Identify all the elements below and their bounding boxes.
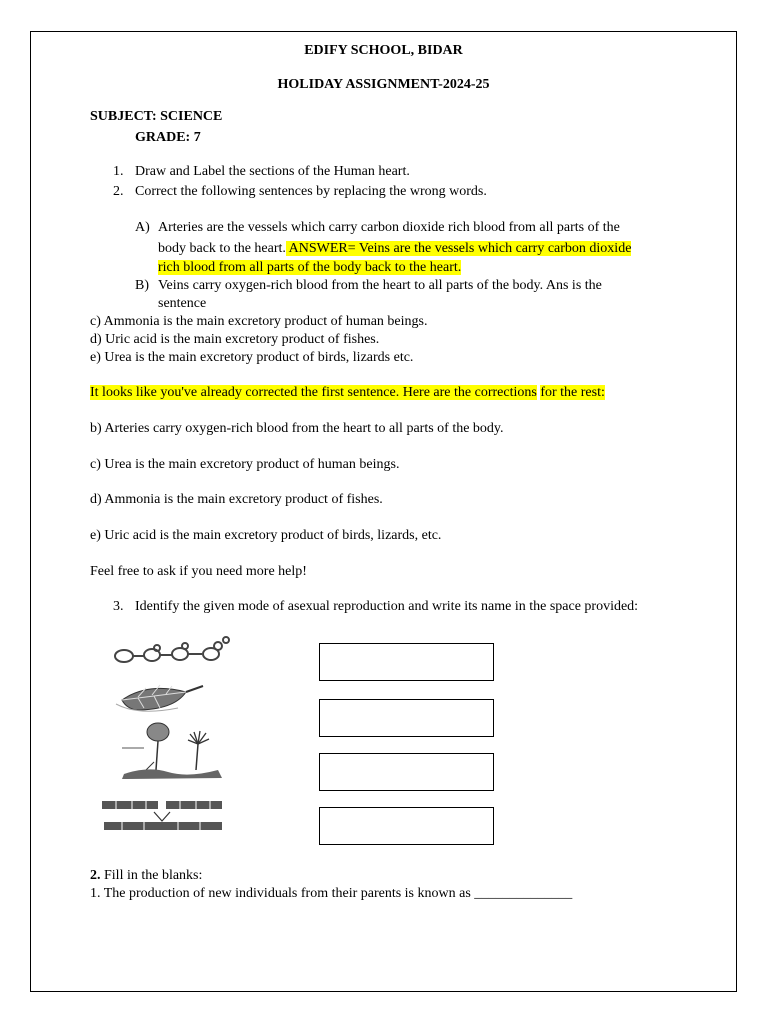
sub-b-line2: sentence [158,296,207,311]
fragmentation-image [100,798,224,834]
q2-text: Correct the following sentences by replacing the wrong words. [135,184,487,199]
section2-number: 2. [90,868,101,883]
answer-box-3[interactable] [319,753,494,791]
section2-heading [90,867,202,884]
sub-a-label: A) [135,220,150,235]
corrections-intro-b: for the rest: [540,385,605,400]
correction-d: d) Ammonia is the main excretory product of fishes. [90,492,383,507]
sub-a-line2 [158,240,631,257]
assignment-title: HOLIDAY ASSIGNMENT-2024-25 [277,77,490,92]
sub-a-line3 [158,259,461,276]
answer-box-4[interactable] [319,807,494,845]
correction-b: b) Arteries carry oxygen-rich blood from the heart to all parts of the body. [90,421,504,436]
correction-e: e) Uric acid is the main excretory product of birds, lizards, etc. [90,528,442,543]
sub-a-line1: Arteries are the vessels which carry carbon dioxide rich blood from all parts of the [158,220,620,235]
answer-box-1[interactable] [319,643,494,681]
sub-b-line1: Veins carry oxygen-rich blood from the heart to all parts of the body. Ans is the [158,278,602,293]
q3-text: Identify the given mode of asexual reproduction and write its name in the space provided: [135,599,639,614]
closing-line: Feel free to ask if you need more help! [90,564,307,579]
corrections-intro-a: It looks like you've already corrected the first sentence. Here are the corrections [90,385,537,400]
line-e: e) Urea is the main excretory product of birds, lizards etc. [90,350,414,365]
fill-blank-item-1: 1. The production of new individuals from their parents is known as ______________ [90,886,573,901]
sub-a-line2-plain: body back to the heart. [158,241,286,256]
answer-box-2[interactable] [319,699,494,737]
grade-label: GRADE: 7 [135,130,201,145]
line-d: d) Uric acid is the main excretory product of fishes. [90,332,380,347]
q2-number: 2. [113,184,124,199]
subject-label: SUBJECT: SCIENCE [90,109,223,124]
section2-title: Fill in the blanks: [100,868,203,883]
sub-a-answer-highlight: ANSWER= Veins are the vessels which carry carbon dioxide [285,241,632,256]
q1-text: Draw and Label the sections of the Human heart. [135,164,410,179]
spore-formation-image [118,722,228,780]
leaf-propagation-image [108,680,208,716]
correction-c: c) Urea is the main excretory product of human beings. [90,457,400,472]
yeast-budding-image [108,634,243,670]
school-name: EDIFY SCHOOL, BIDAR [304,43,463,58]
q1-number: 1. [113,164,124,179]
line-c: c) Ammonia is the main excretory product of human beings. [90,314,428,329]
sub-b-label: B) [135,278,149,293]
sub-a-answer-highlight-2: rich blood from all parts of the body back to the heart. [158,260,462,275]
corrections-intro [90,384,605,401]
q3-number: 3. [113,599,124,614]
